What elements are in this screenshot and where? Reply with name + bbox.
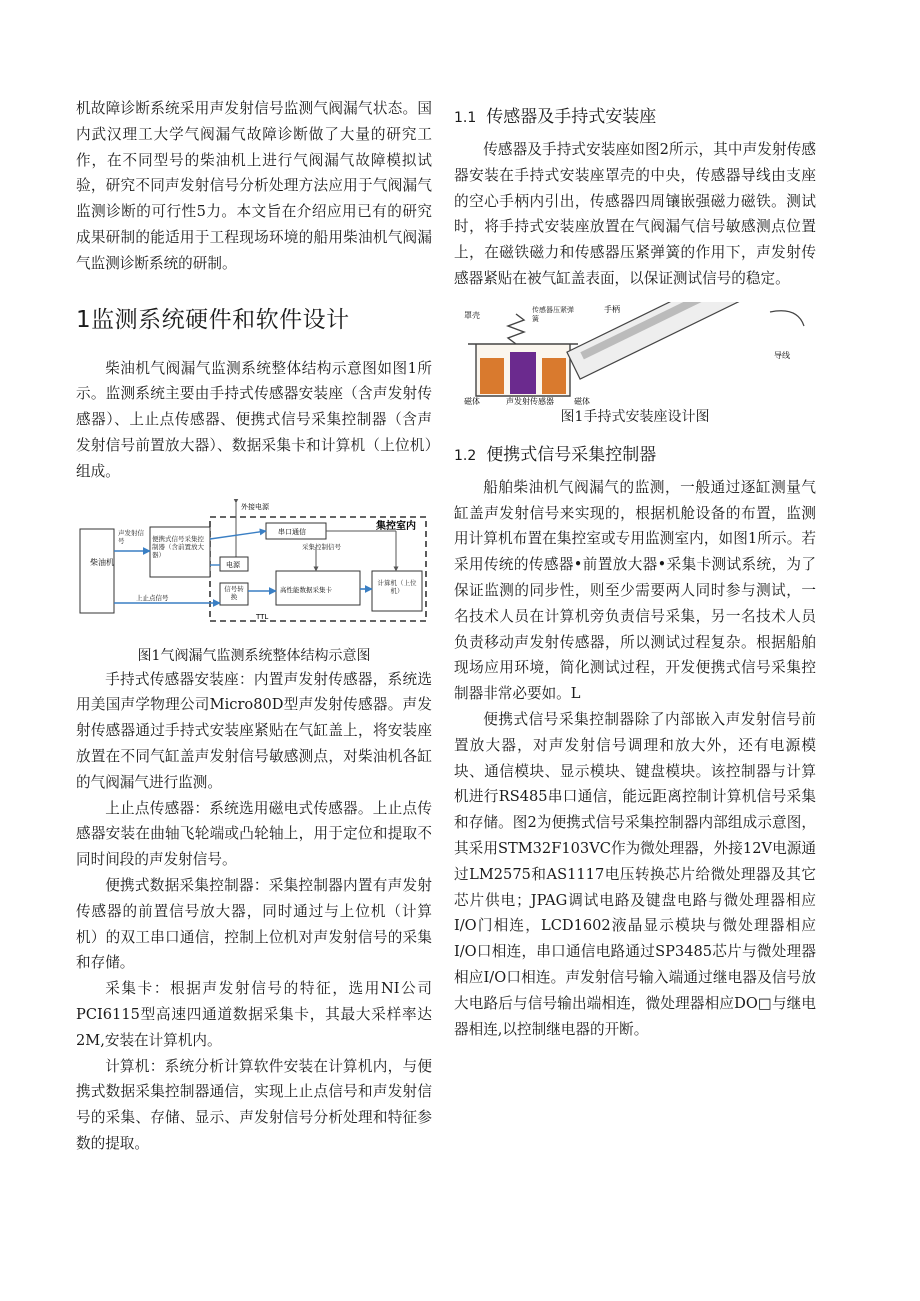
tdc-sensor-paragraph: 上止点传感器：系统选用磁电式传感器。上止点传感器安装在曲轴飞轮端或凸轮轴上，用于定位和提取不同时间段的声发射信号。 bbox=[76, 799, 432, 869]
wire-label: 导线 bbox=[774, 350, 790, 360]
subsection-1-2-number: 1.2 bbox=[454, 447, 477, 464]
right-column bbox=[454, 96, 816, 1042]
daq-card-paragraph: 采集卡：根据声发射信号的特征，选用NI公司PCI6115型高速四通道数据采集卡，其最大采样率达2M,安装在计算机内。 bbox=[76, 980, 432, 1049]
sensor-label: 声发射传感器 bbox=[506, 396, 554, 406]
figure1-caption: 图1气阀漏气监测系统整体结构示意图 bbox=[137, 647, 371, 664]
monitoring-method-paragraph: 船舶柴油机气阀漏气的监测，一般通过逐缸测量气缸盖声发射信号来实现的，根据机舱设备的布置，监测用计算机布置在集控室或专用监测室内，如图1所示。若采用传统的传感器•前置放大器•采集卡测试系统，为了保证监测的同步性，则至少需要两人同时参与测试，一名技术人员在计算机旁负责信号采集，另一名技术人员负责移动声发射传感器，所以测试过程复杂。根据船舶现场应用环境，简化测试过程，开发便携式信号采集控制器非常必要如。L bbox=[454, 478, 816, 703]
handheld-sensor-paragraph: 手持式传感器安装座：内置声发射传感器，系统选用美国声学物理公司Micro80D型声发射传感器。声发射传感器通过手持式安装座紧贴在气缸盖上，将安装座放置在不同气缸盖声发射信号敏感测点，对柴油机各缸的气阀漏气进行监测。 bbox=[76, 670, 432, 791]
subsection-1-2-heading bbox=[454, 440, 816, 465]
sensor-block bbox=[510, 352, 536, 394]
spring-shape bbox=[508, 314, 524, 344]
intro-paragraph: 机故障诊断系统采用声发射信号监测气阀漏气状态。国内武汉理工大学气阀漏气故障诊断做了大量的研究工作，在不同型号的柴油机上进行气阀漏气故障模拟试验，研究不同声发射信号分析处理方法应用于气阀漏气监测诊断的可行性5力。本文旨在介绍应用已有的研究成果研制的能适用于工程现场环境的船用柴油机气阀漏气监测诊断系统的研制。 bbox=[76, 100, 432, 272]
handheld-mount-diagram bbox=[454, 302, 816, 406]
computer-label: 计算机（上位机） bbox=[377, 578, 417, 595]
portable-controller-paragraph: 便携式数据采集控制器：采集控制器内置有声发射传感器的前置信号放大器，同时通过与上位机（计算机）的双工串口通信，控制上位机对声发射信号的采集和存储。 bbox=[76, 876, 432, 972]
controller-detail-paragraph: 便携式信号采集控制器除了内部嵌入声发射信号前置放大器，对声发射信号调理和放大外，还有电源模块、通信模块、显示模块、键盘模块。该控制器与计算机进行RS485串口通信，能远距离控制计算机信号采集和存储。图2为便携式信号采集控制器内部组成示意图，其采用STM32F103VC作为微处理器，外接12V电源通过LM2575和AS1117电压转换芯片给微处理器及其它芯片供电；JPAG调试电路及键盘电路与微处理器相应I/O门相连，LCD1602液晶显示模块与微处理器相应I/O口相连，串口通信电路通过SP3485芯片与微处理器相应I/O口相连。声发射信号输入端通过继电器及信号放大电路后与信号输出端相连，微处理器相应DO□与继电器相连,以控制继电器的开断。 bbox=[454, 710, 816, 1038]
ae-signal-label: 声发射信号 bbox=[118, 528, 144, 545]
collector-label: 便携式信号采集控制器（含前置放大器） bbox=[152, 534, 204, 559]
ttl-label: TTL bbox=[256, 612, 269, 621]
diesel-box bbox=[80, 529, 114, 613]
supply-label: 电源 bbox=[226, 560, 240, 569]
daq-label: 高性能数据采集卡 bbox=[280, 585, 332, 594]
acq-control-label: 采集控制信号 bbox=[302, 542, 341, 551]
wire-shape bbox=[770, 311, 804, 326]
sensor-mount-paragraph: 传感器及手持式安装座如图2所示，其中声发射传感器安装在手持式安装座罩壳的中央，传感器导线由支座的空心手柄内引出，传感器四周镶嵌强磁力磁铁。测试时，将手持式安装座放置在气阀漏气信号敏感测点位置上，在磁铁磁力和传感器压紧弹簧的作用下，声发射传感器紧贴在被气缸盖表面，以保证测试信号的稳定。 bbox=[454, 141, 816, 287]
tdc-label: 上止点信号 bbox=[136, 593, 169, 602]
magnet-left bbox=[480, 358, 504, 394]
subsection-1-1-number: 1.1 bbox=[454, 110, 477, 126]
power-label: 外接电源 bbox=[241, 502, 269, 511]
system-structure-diagram bbox=[76, 499, 432, 627]
left-column bbox=[76, 96, 432, 1157]
diesel-label: 柴油机 bbox=[90, 557, 114, 567]
serial-label: 串口通信 bbox=[278, 527, 306, 536]
convert-label: 信号转换 bbox=[224, 584, 244, 601]
section-heading: 1监测系统硬件和软件设计 bbox=[76, 306, 350, 333]
magnet-right bbox=[542, 358, 566, 394]
handle-group bbox=[566, 302, 757, 381]
magnet-right-label: 磁体 bbox=[574, 396, 590, 406]
control-room-label: 集控室内 bbox=[376, 520, 416, 532]
figure-handheld-mount bbox=[454, 302, 816, 428]
figure-system-structure bbox=[76, 499, 432, 667]
subsection-1-1-title: 传感器及手持式安装座 bbox=[486, 107, 657, 127]
computer-paragraph: 计算机：系统分析计算软件安装在计算机内，与便携式数据采集控制器通信，实现上止点信号和声发射信号的采集、存储、显示、声发射信号分析处理和特征参数的提取。 bbox=[76, 1057, 432, 1152]
figure2-caption: 图1手持式安装座设计图 bbox=[560, 408, 710, 425]
subsection-1-2-title: 便携式信号采集控制器 bbox=[486, 444, 657, 465]
subsection-1-1-heading bbox=[454, 102, 816, 127]
magnet-left-label: 磁体 bbox=[464, 396, 480, 406]
handle-label: 手柄 bbox=[604, 304, 620, 314]
shell-label: 罩壳 bbox=[464, 310, 480, 320]
system-overview-paragraph: 柴油机气阀漏气监测系统整体结构示意图如图1所示。监测系统主要由手持式传感器安装座（含声发射传感器）、上止点传感器、便携式信号采集控制器（含声发射信号前置放大器）、数据采集卡和计算机（上位机）组成。 bbox=[76, 359, 432, 480]
spring-label: 传感器压紧弹簧 bbox=[532, 305, 574, 323]
